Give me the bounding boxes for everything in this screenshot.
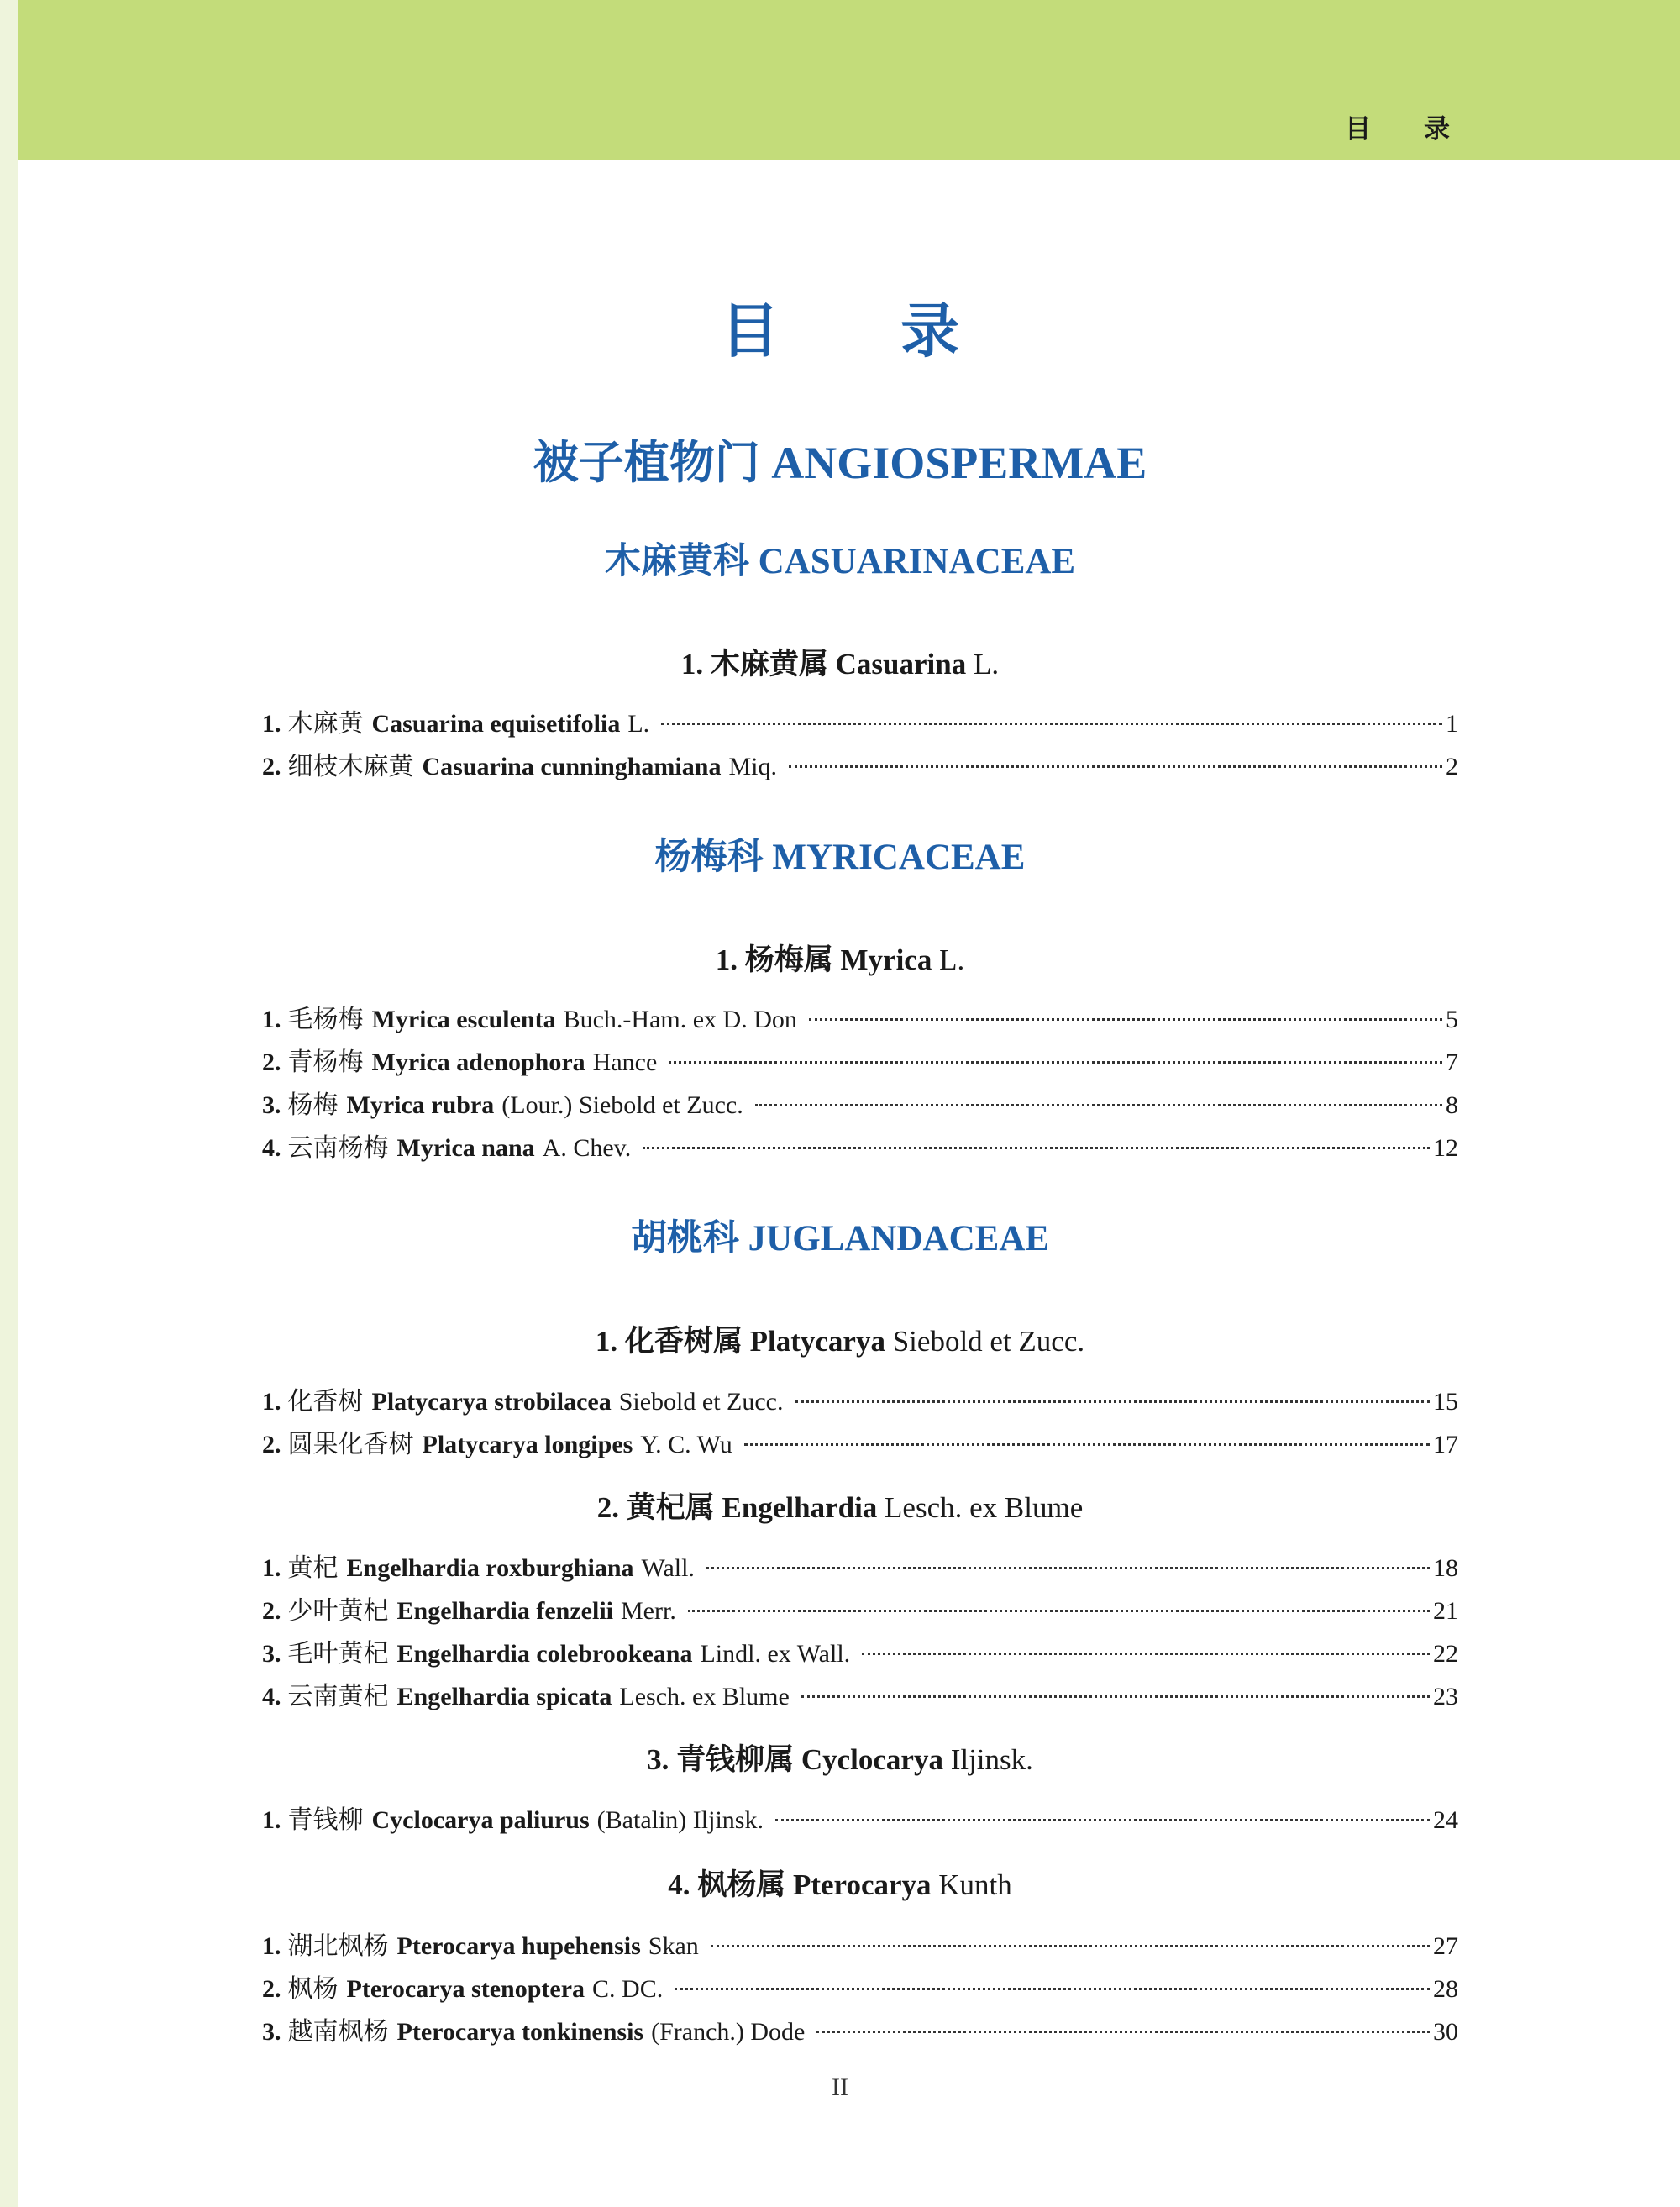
genus-title <box>0 1862 1680 1904</box>
species-author: Miq. <box>728 753 777 780</box>
species-cn-name: 湖北枫杨 <box>287 1932 389 1960</box>
dot-leader <box>643 1147 1430 1149</box>
species-cn-name: 云南杨梅 <box>287 1134 389 1162</box>
species-author: (Lour.) Siebold et Zucc. <box>501 1091 743 1119</box>
genus-number: 1. <box>715 943 738 976</box>
dot-leader <box>862 1653 1430 1655</box>
page-ref: 30 <box>1433 2018 1458 2046</box>
genus-cn-name: 木麻黄属 <box>710 648 828 680</box>
genus-cn-name: 化香树属 <box>624 1325 743 1358</box>
genus-latin-name: Casuarina <box>835 648 967 680</box>
toc-entry[interactable] <box>262 1675 1458 1712</box>
genus-cn-name: 枫杨属 <box>697 1868 786 1901</box>
page-ref: 22 <box>1433 1640 1458 1668</box>
genus-author: Iljinsk. <box>950 1743 1033 1776</box>
toc-entry[interactable] <box>262 998 1458 1035</box>
genus-title <box>0 1484 1680 1527</box>
species-cn-name: 黄杞 <box>287 1554 339 1582</box>
species-latin-name: Myrica adenophora <box>371 1048 585 1076</box>
species-latin-name: Casuarina cunninghamiana <box>422 753 722 780</box>
page-ref: 2 <box>1446 753 1458 780</box>
species-number: 2. <box>262 1048 281 1076</box>
species-author: Hance <box>592 1048 658 1076</box>
genus-author: Kunth <box>938 1868 1012 1901</box>
species-latin-name: Myrica esculenta <box>371 1006 556 1033</box>
toc-entry[interactable] <box>262 1547 1458 1584</box>
genus-latin-name: Platycarya <box>749 1325 885 1358</box>
genus-cn-name: 黄杞属 <box>626 1491 715 1524</box>
species-latin-name: Casuarina equisetifolia <box>371 710 621 738</box>
species-latin-name: Myrica nana <box>396 1134 535 1162</box>
genus-latin-name: Pterocarya <box>792 1868 932 1901</box>
dot-leader <box>795 1400 1431 1403</box>
dot-leader <box>669 1061 1442 1064</box>
header-band <box>18 0 1680 160</box>
genus-latin-name: Cyclocarya <box>801 1743 943 1776</box>
toc-entry[interactable] <box>262 1127 1458 1164</box>
genus-author: L. <box>939 943 965 976</box>
species-number: 1. <box>262 1554 281 1582</box>
toc-entry[interactable] <box>262 1423 1458 1460</box>
toc-entry[interactable] <box>262 1084 1458 1121</box>
genus-author: L. <box>973 648 1000 680</box>
division-title: 被子植物门 ANGIOSPERMAE <box>533 438 1147 488</box>
species-number: 4. <box>262 1134 281 1162</box>
species-number: 1. <box>262 1388 281 1416</box>
toc-entry[interactable] <box>262 1632 1458 1669</box>
species-latin-name: Platycarya strobilacea <box>371 1388 612 1416</box>
species-cn-name: 少叶黄杞 <box>287 1597 389 1625</box>
species-author: (Batalin) Iljinsk. <box>596 1806 764 1834</box>
dot-leader <box>661 723 1442 725</box>
toc-entry[interactable] <box>262 1799 1458 1836</box>
species-number: 3. <box>262 1640 281 1668</box>
species-cn-name: 毛杨梅 <box>287 1006 364 1033</box>
species-cn-name: 越南枫杨 <box>287 2018 389 2046</box>
page-number: II <box>832 2073 848 2101</box>
dot-leader <box>675 1988 1430 1990</box>
species-number: 1. <box>262 710 281 738</box>
toc-entry[interactable] <box>262 1590 1458 1626</box>
species-number: 3. <box>262 1091 281 1119</box>
species-latin-name: Engelhardia spicata <box>396 1683 612 1710</box>
species-cn-name: 青杨梅 <box>287 1048 364 1076</box>
species-number: 4. <box>262 1683 281 1710</box>
toc-entry[interactable] <box>262 745 1458 782</box>
species-author: Lindl. ex Wall. <box>700 1640 851 1668</box>
genus-cn-name: 杨梅属 <box>744 943 833 976</box>
species-cn-name: 木麻黄 <box>287 710 364 738</box>
page-ref: 24 <box>1433 1806 1458 1834</box>
species-number: 2. <box>262 1975 281 2003</box>
species-number: 3. <box>262 2018 281 2046</box>
species-author: A. Chev. <box>542 1134 632 1162</box>
species-number: 1. <box>262 1932 281 1960</box>
dot-leader <box>775 1819 1430 1821</box>
species-latin-name: Pterocarya stenoptera <box>346 1975 585 2003</box>
species-latin-name: Engelhardia roxburghiana <box>346 1554 634 1582</box>
dot-leader <box>789 765 1442 768</box>
species-number: 2. <box>262 753 281 780</box>
running-header: 目 录 <box>1345 114 1472 145</box>
species-number: 1. <box>262 1806 281 1834</box>
genus-number: 2. <box>596 1491 620 1524</box>
genus-number: 3. <box>647 1743 669 1776</box>
page-ref: 28 <box>1433 1975 1458 2003</box>
dot-leader <box>711 1945 1430 1947</box>
page-ref: 17 <box>1433 1431 1458 1458</box>
species-latin-name: Engelhardia colebrookeana <box>396 1640 693 1668</box>
species-number: 2. <box>262 1597 281 1625</box>
species-author: Merr. <box>621 1597 676 1625</box>
toc-entry[interactable] <box>262 1041 1458 1078</box>
genus-title <box>0 1318 1680 1360</box>
species-latin-name: Pterocarya hupehensis <box>396 1932 641 1960</box>
species-cn-name: 毛叶黄杞 <box>287 1640 389 1668</box>
genus-latin-name: Myrica <box>840 943 932 976</box>
species-author: Siebold et Zucc. <box>618 1388 784 1416</box>
dot-leader <box>706 1567 1430 1569</box>
species-cn-name: 杨梅 <box>287 1091 339 1119</box>
genus-number: 1. <box>595 1325 618 1358</box>
species-author: Lesch. ex Blume <box>619 1683 790 1710</box>
page-ref: 27 <box>1433 1932 1458 1960</box>
dot-leader <box>801 1695 1430 1698</box>
toc-entry[interactable] <box>262 1968 1458 2005</box>
toc-entry[interactable] <box>262 2010 1458 2047</box>
family-title-juglandaceae: 胡桃科 JUGLANDACEAE <box>630 1219 1050 1259</box>
species-cn-name: 化香树 <box>287 1388 364 1416</box>
species-latin-name: Myrica rubra <box>346 1091 495 1119</box>
species-cn-name: 枫杨 <box>287 1975 339 2003</box>
species-cn-name: 青钱柳 <box>287 1806 364 1834</box>
page-ref: 23 <box>1433 1683 1458 1710</box>
toc-entry[interactable] <box>262 1380 1458 1417</box>
species-latin-name: Pterocarya tonkinensis <box>396 2018 644 2046</box>
page-ref: 15 <box>1433 1388 1458 1416</box>
genus-author: Lesch. ex Blume <box>885 1491 1084 1524</box>
genus-number: 4. <box>668 1868 690 1901</box>
species-author: Wall. <box>641 1554 695 1582</box>
genus-title <box>0 937 1680 979</box>
page-title: 目 录 <box>720 296 1011 365</box>
species-cn-name: 云南黄杞 <box>287 1683 389 1710</box>
page-ref: 8 <box>1446 1091 1458 1119</box>
genus-title <box>0 641 1680 683</box>
page-ref: 12 <box>1433 1134 1458 1162</box>
page-ref: 21 <box>1433 1597 1458 1625</box>
genus-title <box>0 1737 1680 1779</box>
genus-number: 1. <box>680 648 704 680</box>
family-title-myricaceae: 杨梅科 MYRICACEAE <box>654 838 1026 877</box>
species-author: L. <box>627 710 650 738</box>
genus-cn-name: 青钱柳属 <box>676 1743 795 1776</box>
dot-leader <box>816 2031 1430 2033</box>
species-author: (Franch.) Dode <box>651 2018 806 2046</box>
species-author: Buch.-Ham. ex D. Don <box>563 1006 797 1033</box>
page-ref: 1 <box>1446 710 1458 738</box>
toc-entry[interactable] <box>262 1925 1458 1962</box>
dot-leader <box>688 1610 1430 1612</box>
species-author: Skan <box>648 1932 699 1960</box>
page-ref: 7 <box>1446 1048 1458 1076</box>
dot-leader <box>744 1443 1430 1446</box>
species-number: 1. <box>262 1006 281 1033</box>
toc-entry[interactable] <box>262 702 1458 739</box>
species-cn-name: 细枝木麻黄 <box>287 753 414 780</box>
species-cn-name: 圆果化香树 <box>287 1431 414 1458</box>
species-author: Y. C. Wu <box>640 1431 732 1458</box>
species-latin-name: Cyclocarya paliurus <box>371 1806 590 1834</box>
genus-latin-name: Engelhardia <box>722 1491 878 1524</box>
page-ref: 18 <box>1433 1554 1458 1582</box>
dot-leader <box>755 1104 1442 1106</box>
species-latin-name: Engelhardia fenzelii <box>396 1597 613 1625</box>
genus-author: Siebold et Zucc. <box>892 1325 1085 1358</box>
species-latin-name: Platycarya longipes <box>422 1431 633 1458</box>
species-author: C. DC. <box>592 1975 664 2003</box>
family-title-casuarinaceae: 木麻黄科 CASUARINACEAE <box>604 542 1076 581</box>
species-number: 2. <box>262 1431 281 1458</box>
page-ref: 5 <box>1446 1006 1458 1033</box>
dot-leader <box>809 1018 1442 1021</box>
